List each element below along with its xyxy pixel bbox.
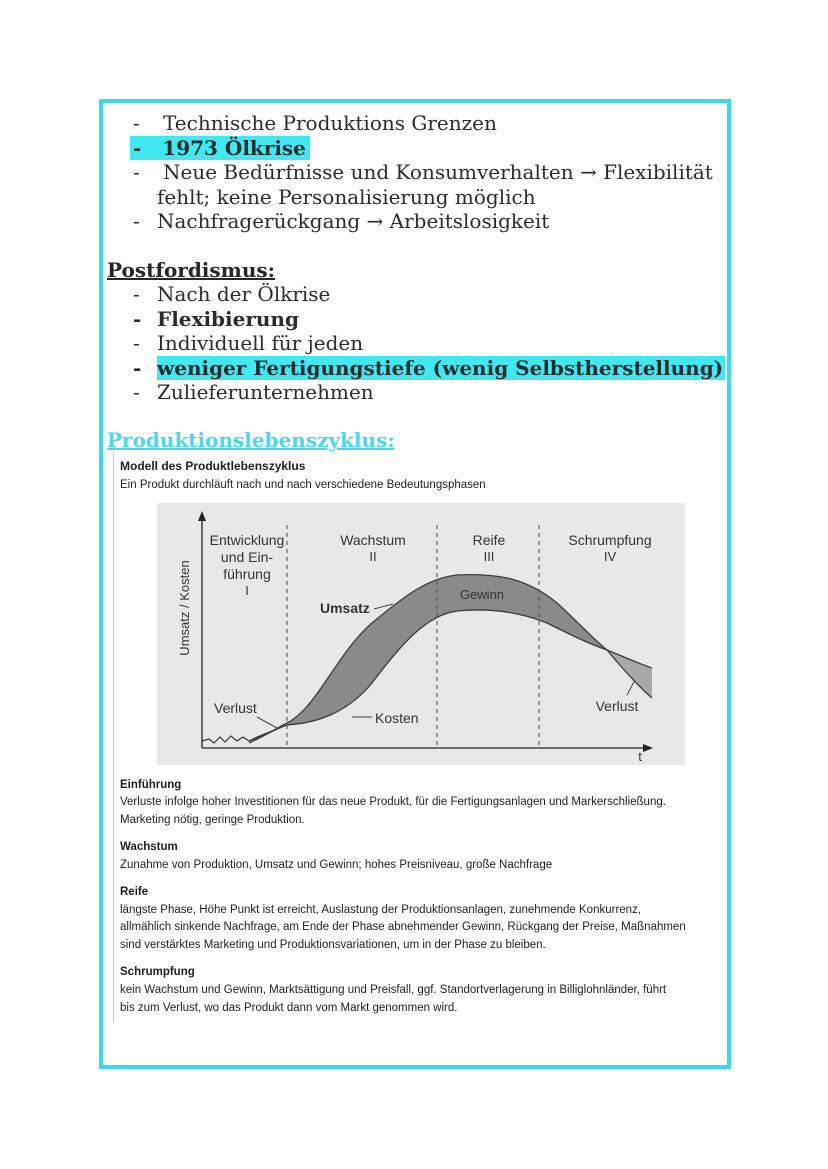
lifecycle-chart [157,503,685,765]
phase-title-reife: Reife [120,886,149,898]
list-item: - Zulieferunternehmen [133,380,374,404]
phase-numeral: IV [603,549,617,564]
phase-text: sind verstärktes Marketing und Produktionsvariationen, um in der Phase zu bleiben. [120,939,546,951]
phase-numeral: II [369,549,377,564]
profit-label: Gewinn [459,587,505,602]
phase-label: Wachstum [340,532,406,548]
list-item: - Nachfragerückgang → Arbeitslosigkeit [133,209,550,233]
list-item-highlighted: - weniger Fertigungstiefe (wenig Selbstherstellung) [133,356,724,380]
list-item: - Technische Produktions Grenzen [133,111,497,135]
lifecycle-chart-svg [157,503,685,765]
list-item-continuation: fehlt; keine Personalisierung möglich [157,185,536,209]
phase-label: Reife [472,532,506,548]
phase-text: kein Wachstum und Gewinn, Marktsättigung und Preisfall, ggf. Standortverlagerung in Billiglohnländer, führt [120,984,667,996]
list-item: - Flexibierung [133,307,299,331]
phase-label: Entwicklung [209,532,285,548]
umsatz-label: Umsatz [320,600,370,616]
phase-label: führung [223,566,271,582]
list-item-highlighted: - 1973 Ölkrise [130,136,310,160]
phase-text: Marketing nötig, geringe Produktion. [120,814,305,826]
phase-label: und Ein- [220,549,274,565]
phase-text: allmählich sinkende Nachfrage, am Ende der Phase abnehmender Gewinn, Rückgang der Preise, Maßnahmen [120,921,686,933]
phase-label: Schrumpfung [568,532,652,548]
y-axis-label: Umsatz / Kosten [177,560,192,656]
phase-title-einfuehrung: Einführung [120,779,182,791]
loss-label-start: Verlust [214,700,257,716]
product-lifecycle-heading: Produktionslebenszyklus: [107,428,395,452]
phase-title-wachstum: Wachstum [120,841,178,853]
phase-text: Verluste infolge hoher Investitionen für das neue Produkt, für die Fertigungsanlagen und Markerschließung. [120,796,666,808]
phase-text: bis zum Verlust, wo das Produkt dann vom Markt genommen wird. [120,1002,458,1014]
list-item: - Nach der Ölkrise [133,282,331,306]
phase-text: längste Phase, Höhe Punkt ist erreicht, Auslastung der Produktionsanlagen, zunehmende Konkurrenz, [120,904,642,916]
phase-numeral: I [245,583,249,598]
phase-numeral: III [483,549,495,564]
x-axis-label: t [638,749,642,764]
phase-text: Zunahme von Produktion, Umsatz und Gewinn; hohes Preisniveau, große Nachfrage [120,859,553,871]
list-item: - Neue Bedürfnisse und Konsumverhalten → Flexibilität [133,160,713,184]
list-item: - Individuell für jeden [133,331,364,355]
loss-label-end: Verlust [595,698,639,714]
model-subtitle: Ein Produkt durchläuft nach und nach verschiedene Bedeutungsphasen [120,479,486,491]
model-title: Modell des Produktlebenszyklus [120,459,306,473]
kosten-label: Kosten [375,710,419,726]
postfordism-heading: Postfordismus: [107,258,276,282]
phase-title-schrumpfung: Schrumpfung [120,966,195,978]
